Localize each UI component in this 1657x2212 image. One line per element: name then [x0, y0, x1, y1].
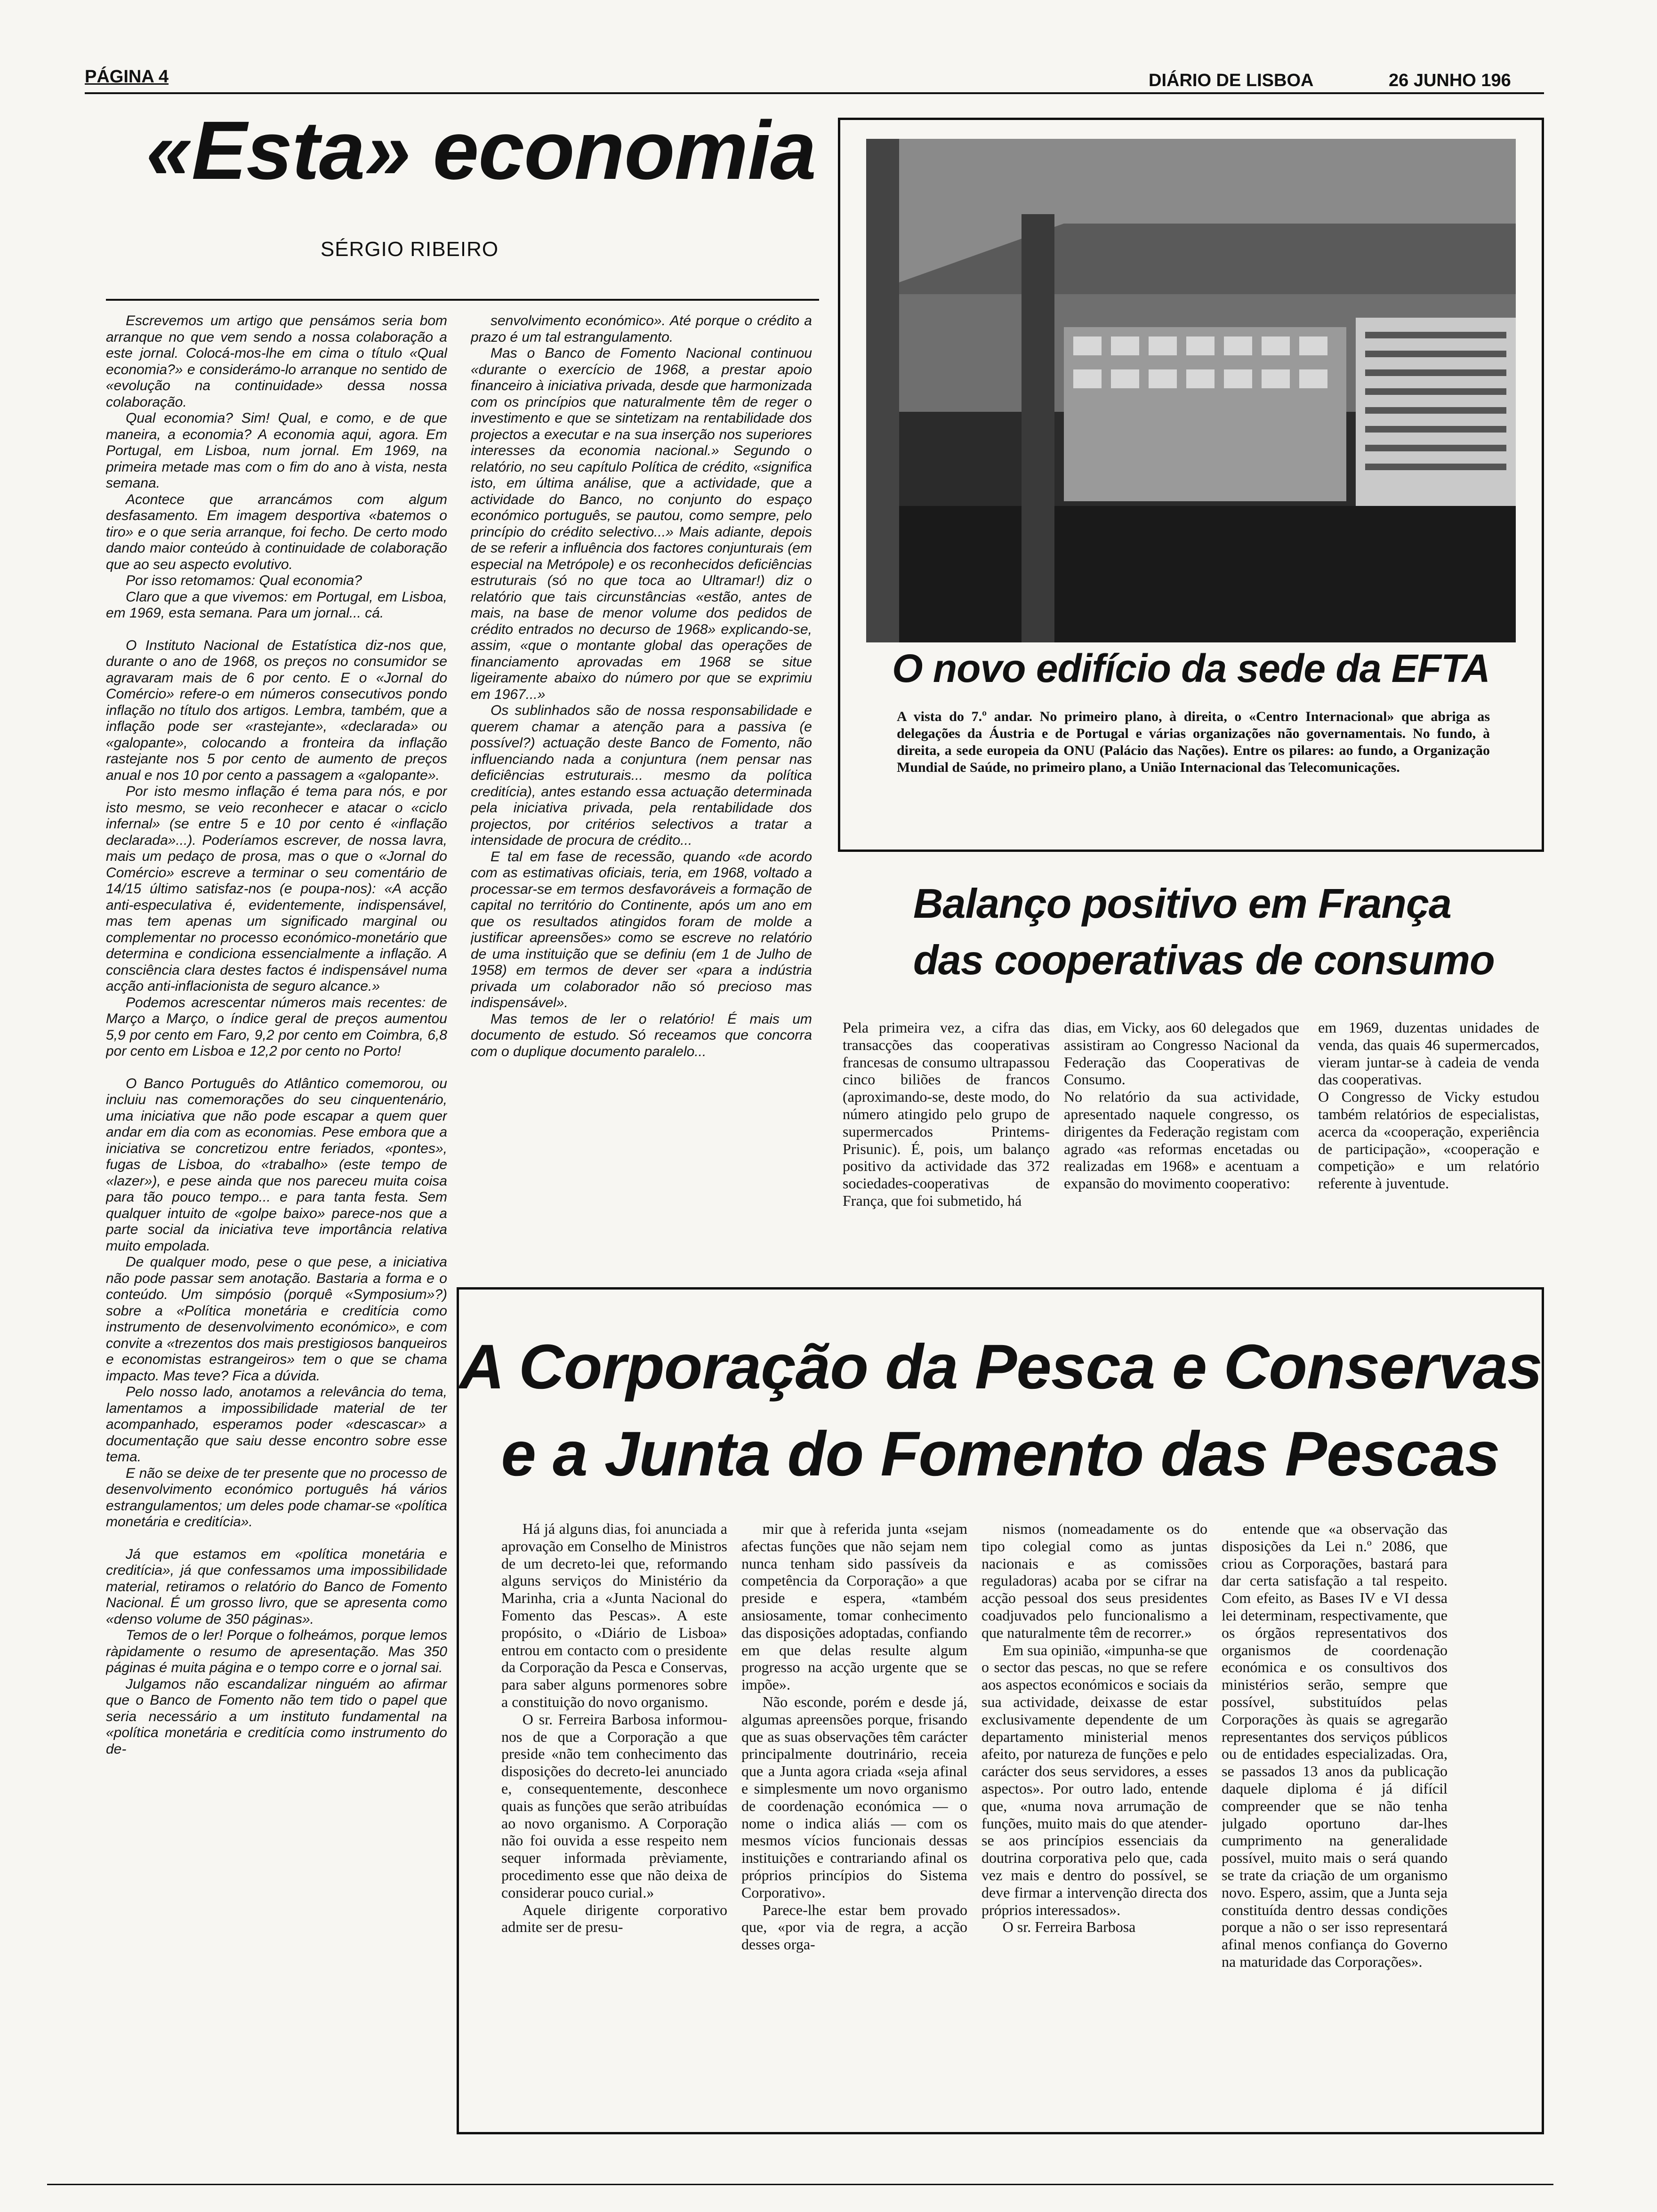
- efta-caption-text: A vista do 7.º andar. No primeiro plano, à direita, o «Centro Internacional» que abriga as delegações da Áustria e de Portugal e várias organizações não governamentais. No fundo, à direita, a sede europeia da ONU (Palácio das Nações). Entre os pilares: ao fundo, a Organização Mundial de Saúde, no primeiro plano, a União Internacional das Telecomunicações.: [897, 709, 1490, 775]
- france-column-2: dias, em Vicky, aos 60 delegados que assistiram ao Congresso Nacional da Federação das Cooperativas de Consumo. No relatório da sua actividade, apresentado naquele congresso, os dirigentes da Federação registam com agrado «as reformas encetadas ou realizadas em 1968» e acentuam a expansão do movimento cooperativo:: [1064, 1019, 1299, 1192]
- article-byline: SÉRGIO RIBEIRO: [320, 238, 499, 261]
- france-title-line-2: das cooperativas de consumo: [913, 937, 1495, 983]
- esta-economia-column-2: senvolvimento económico». Até porque o crédito a prazo é um tal estrangulamento. Mas o Banco de Fomento Nacional continuou «durante o exercício de 1968, a prestar apoio financeiro à iniciativa privada, desde que harmonizada com os princípios que naturalmente têm de reger o investimento e que se sintetizam na rentabilidade dos projectos a executar e na sua inserção nos superiores interesses da economia nacional.» Segundo o relatório, no seu capítulo Política de crédito, «significa isto, em última análise, que a actividade, que a actividade do Banco, no conjunto do espaço económico português, se pautou, como sempre, pelo princípio do crédito selectivo...» Mais adiante, depois de se referir a influência dos factores conjunturais (em especial na Metrópole) e os reconhecidos deficiências estruturais (só no que toca ao Ultramar!) diz o relatório que tais circunstâncias «estão, antes de mais, na base de menor volume dos pedidos de crédito entrados no decurso de 1968» explicando-se, assim, «que o montante global das operações de financiamento aprovadas em 1968 se situe ligeiramente abaixo do número por que se exprimiu em 1967...» Os sublinhados são de nossa responsabilidade e querem chamar a atenção para a passiva (e possível?) actuação deste Banco de Fomento, não influenciando nada a conjuntura (nem pensar nas deficiências estruturais... mesmo da política creditícia), antes estando essa actuação determinada pela iniciativa privada, pela rentabilidade dos projectos, por critérios selectivos a tratar a intensidade de procura de crédito... E tal em fase de recessão, quando «de acordo com as estimativas oficiais, teria, em 1968, voltado a processar-se em termos desfavoráveis a formação de capital no território do Continente, após um ano em que os resultados atingidos foram de molde a justificar apreensões» como se escreve no relatório de uma instituição que se definiu (em 1 de Julho de 1958) em termos de dever ser «para a indústria privada um colaborador não só precioso mas indispensável». Mas temos de ler o relatório! É mais um documento de estudo. Só receamos que concorra com o duplique documento paralelo...: [471, 313, 812, 1059]
- pesca-column-3: nismos (nomeadamente os do tipo colegial como as juntas nacionais e as comissões reguladoras) acaba por se cifrar na acção pessoal dos seus presidentes coadjuvados pelo funcionalismo a que naturalmente têm de recorrer.» Em sua opinião, «impunha-se que o sector das pescas, no que se refere aos aspectos económicos e sociais da sua actividade, deixasse de estar exclusivamente dependente de um departamento ministerial menos afeito, por natureza de funções e pelo carácter dos seus servidores, a esses aspectos». Por outro lado, entende que, «numa nova arrumação de funções, muito mais do que atender-se aos princípios essenciais da doutrina corporativa pelo que, cada vez mais e dentro do possível, se deve firmar a intervenção directa dos próprios interessados». O sr. Ferreira Barbosa: [981, 1520, 1207, 1936]
- newspaper-name: DIÁRIO DE LISBOA: [1149, 71, 1314, 90]
- efta-building-photo: [866, 139, 1516, 642]
- france-column-3: em 1969, duzentas unidades de venda, das quais 46 supermercados, vieram juntar-se à cadeia de venda das cooperativas. O Congresso de Vicky estudou também relatórios de especialistas, acerca da «cooperação, experiência de participação», «cooperação e competição» e um relatório referente à juventude.: [1318, 1019, 1539, 1192]
- issue-date: 26 JUNHO 196: [1389, 71, 1511, 90]
- pesca-article-box: [457, 1287, 1544, 2134]
- france-title-line-1: Balanço positivo em França: [913, 880, 1451, 927]
- esta-economia-column-1: Escrevemos um artigo que pensámos seria bom arranque no que vem sendo a nossa colaboração a este jornal. Colocá-mos-lhe em cima o título «Qual economia?» e considerámo-lo arranque no sentido de «evolução na continuidade» dessa nossa colaboração. Qual economia? Sim! Qual, e como, e de que maneira, a economia? A economia aqui, agora. Em Portugal, em Lisboa, num jornal. Em 1969, na primeira metade mas com o fim do ano à vista, nesta semana. Acontece que arrancámos com algum desfasamento. Em imagem desportiva «batemos o tiro» e o que seria arranque, foi fecho. De certo modo dando maior conteúdo à continuidade de colaboração que ao seu aspecto evolutivo. Por isso retomamos: Qual economia? Claro que a que vivemos: em Portugal, em Lisboa, em 1969, esta semana. Para um jornal... cá. O Instituto Nacional de Estatística diz-nos que, durante o ano de 1968, os preços no consumidor se agravaram mais de 6 por cento. E o «Jornal do Comércio» refere-o em números consecutivos pondo inflação no título dos artigos. Lembra, também, que a inflação pode ser «rastejante», «declarada» ou «galopante», colocando a fronteira da inflação rastejante nos 5 por cento de aumento de preços anual e nos 10 por cento a passagem a «galopante». Por isto mesmo inflação é tema para nós, e por isto mesmo, se veio reconhecer e atacar o «ciclo infernal» (se entre 5 e 10 por cento é «inflação declarada»...). Poderíamos escrever, de nossa lavra, mais um pedaço de prosa, mas o que o «Jornal do Comércio» escreve a terminar o seu comentário de 14/15 último satisfaz-nos (e poupa-nos): «A acção anti-especulativa é, evidentemente, indispensável, mas tem apenas um significado marginal ou complementar no processo económico-monetário que determina e condiciona essencialmente a inflação. A consciência clara destes factos é indispensável numa acção anti-inflacionista de seguro alcance.» Podemos acrescentar números mais recentes: de Março a Março, o índice geral de preços aumentou 5,9 por cento em Faro, 9,2 por cento em Coimbra, 6,8 por cento em Lisboa e 12,2 por cento no Porto! O Banco Português do Atlântico comemorou, ou incluiu nas comemorações do seu cinquentenário, uma iniciativa que não pode escapar a quem quer andar em dia com as economias. Pese embora que a iniciativa se concretizou entre feriados, «pontes», fugas de Lisboa, do «trabalho» (este tempo de «lazer»), e pese ainda que nos pareceu muita coisa para tão pouco tempo... e para tanta festa. Sem qualquer intuito de «golpe baixo» parece-nos que a parte social da iniciativa teve importância relativa muito empolada. De qualquer modo, pese o que pese, a iniciativa não pode passar sem anotação. Bastaria a forma e o conteúdo. Um simpósio (porquê «Symposium»?) sobre a «Política monetária e creditícia como instrumento de desenvolvimento económico», e com convite a «trezentos dos mais prestigiosos banqueiros e economistas estrangeiros» tem o que se chama impacto. Mas teve? Fica a dúvida. Pelo nosso lado, anotamos a relevância do tema, lamentamos a impossibilidade material de ter acompanhado, esperamos poder «descascar» a documentação que saiu desse encontro sobre esse tema. E não se deixe de ter presente que no processo de desenvolvimento económico português há vários estrangulamentos; um deles pode chamar-se «política monetária e creditícia». Já que estamos em «política monetária e creditícia», já que confessamos uma impossibilidade material, retiramos o relatório do Banco de Fomento Nacional. É um grosso livro, que se apresenta como «denso volume de 350 páginas». Temos de o ler! Porque o folheámos, porque lemos ràpidamente o resumo de apresentação. Mas 350 páginas é muita página e o tempo corre e o jornal sai. Julgamos não escandalizar ninguém ao afirmar que o Banco de Fomento não tem tido o papel que seria necessário a um instituto fundamental na «política monetária e creditícia como instrumento do de-: [106, 313, 447, 1757]
- pesca-title-line-1: A Corporação da Pesca e Conservas: [459, 1332, 1542, 1402]
- page-number: PÁGINA 4: [85, 67, 169, 87]
- article-title-esta-economia: «Esta» economia: [146, 104, 816, 197]
- efta-photo-box: [838, 118, 1544, 852]
- masthead-rule: [85, 92, 1544, 94]
- pesca-column-4: entende que «a observação das disposições da Lei n.º 2086, que criou as Corporações, bastará para dar certa satisfação a tal respeito. Com efeito, as Bases IV e VI dessa lei determinam, respectivamente, que os órgãos representativos dos organismos de coordenação económica e os consultivos dos ministérios serão, sempre que possível, substituídos pelas Corporações às quais se agregarão representantes dos serviços públicos ou de entidades especializadas. Ora, se passados 13 anos da publicação daquele diploma é já difícil compreender que se não tenha julgado oportuno dar-lhes cumprimento na generalidade possível, muito mais o será quando se trate da criação de um organismo novo. Espero, assim, que a Junta seja constituída dentro dessas condições porque a não o ser isso representará afinal menos confiança do Governo na maturidade das Corporações».: [1222, 1520, 1448, 1970]
- byline-rule: [106, 299, 819, 301]
- efta-caption-title: O novo edifício da sede da EFTA: [892, 646, 1490, 690]
- france-column-1: Pela primeira vez, a cifra das transacções das cooperativas francesas de consumo ultrapassou cinco biliões de francos (aproximando-se, deste modo, do número atingido pelo grupo de supermercados Printems-Prisunic). É, pois, um balanço positivo da actividade das 372 sociedades-cooperativas de França, que foi submetido, há: [843, 1019, 1050, 1209]
- pesca-column-1: Há já alguns dias, foi anunciada a aprovação em Conselho de Ministros de um decreto-lei que, reformando alguns serviços do Ministério da Marinha, cria a «Junta Nacional do Fomento das Pescas». A este propósito, o «Diário de Lisboa» entrou em contacto com o presidente da Corporação da Pesca e Conservas, para saber alguns pormenores sobre a constituição do novo organismo. O sr. Ferreira Barbosa informou-nos de que a Corporação a que preside «não tem conhecimento das disposições do decreto-lei anunciado e, consequentemente, desconhece quais as funções que serão atribuídas ao novo organismo. A Corporação não foi ouvida a esse respeito nem sequer informada prèviamente, procedimento esse que não deixa de considerar pouco curial.» Aquele dirigente corporativo admite ser de presu-: [501, 1520, 727, 1936]
- page-bottom-rule: [47, 2184, 1553, 2185]
- pesca-title-line-2: e a Junta do Fomento das Pescas: [501, 1419, 1500, 1489]
- pesca-column-2: mir que à referida junta «sejam afectas funções que não sejam nem nunca tenham sido passíveis da competência da Corporação» a que preside e espera, «também ansiosamente, tomar conhecimento das disposições adoptadas, confiando em que delas resulte algum progresso na acção urgente que se impõe». Não esconde, porém e desde já, algumas apreensões porque, frisando que as suas observações têm carácter principalmente doutrinário, receia que a Junta agora criada «seja afinal e simplesmente um novo organismo de coordenação económica — o nome o indica aliás — com os mesmos vícios funcionais dessas instituições e contrariando afinal os próprios princípios do Sistema Corporativo». Parece-lhe estar bem provado que, «por via de regra, a acção desses orga-: [741, 1520, 967, 1953]
